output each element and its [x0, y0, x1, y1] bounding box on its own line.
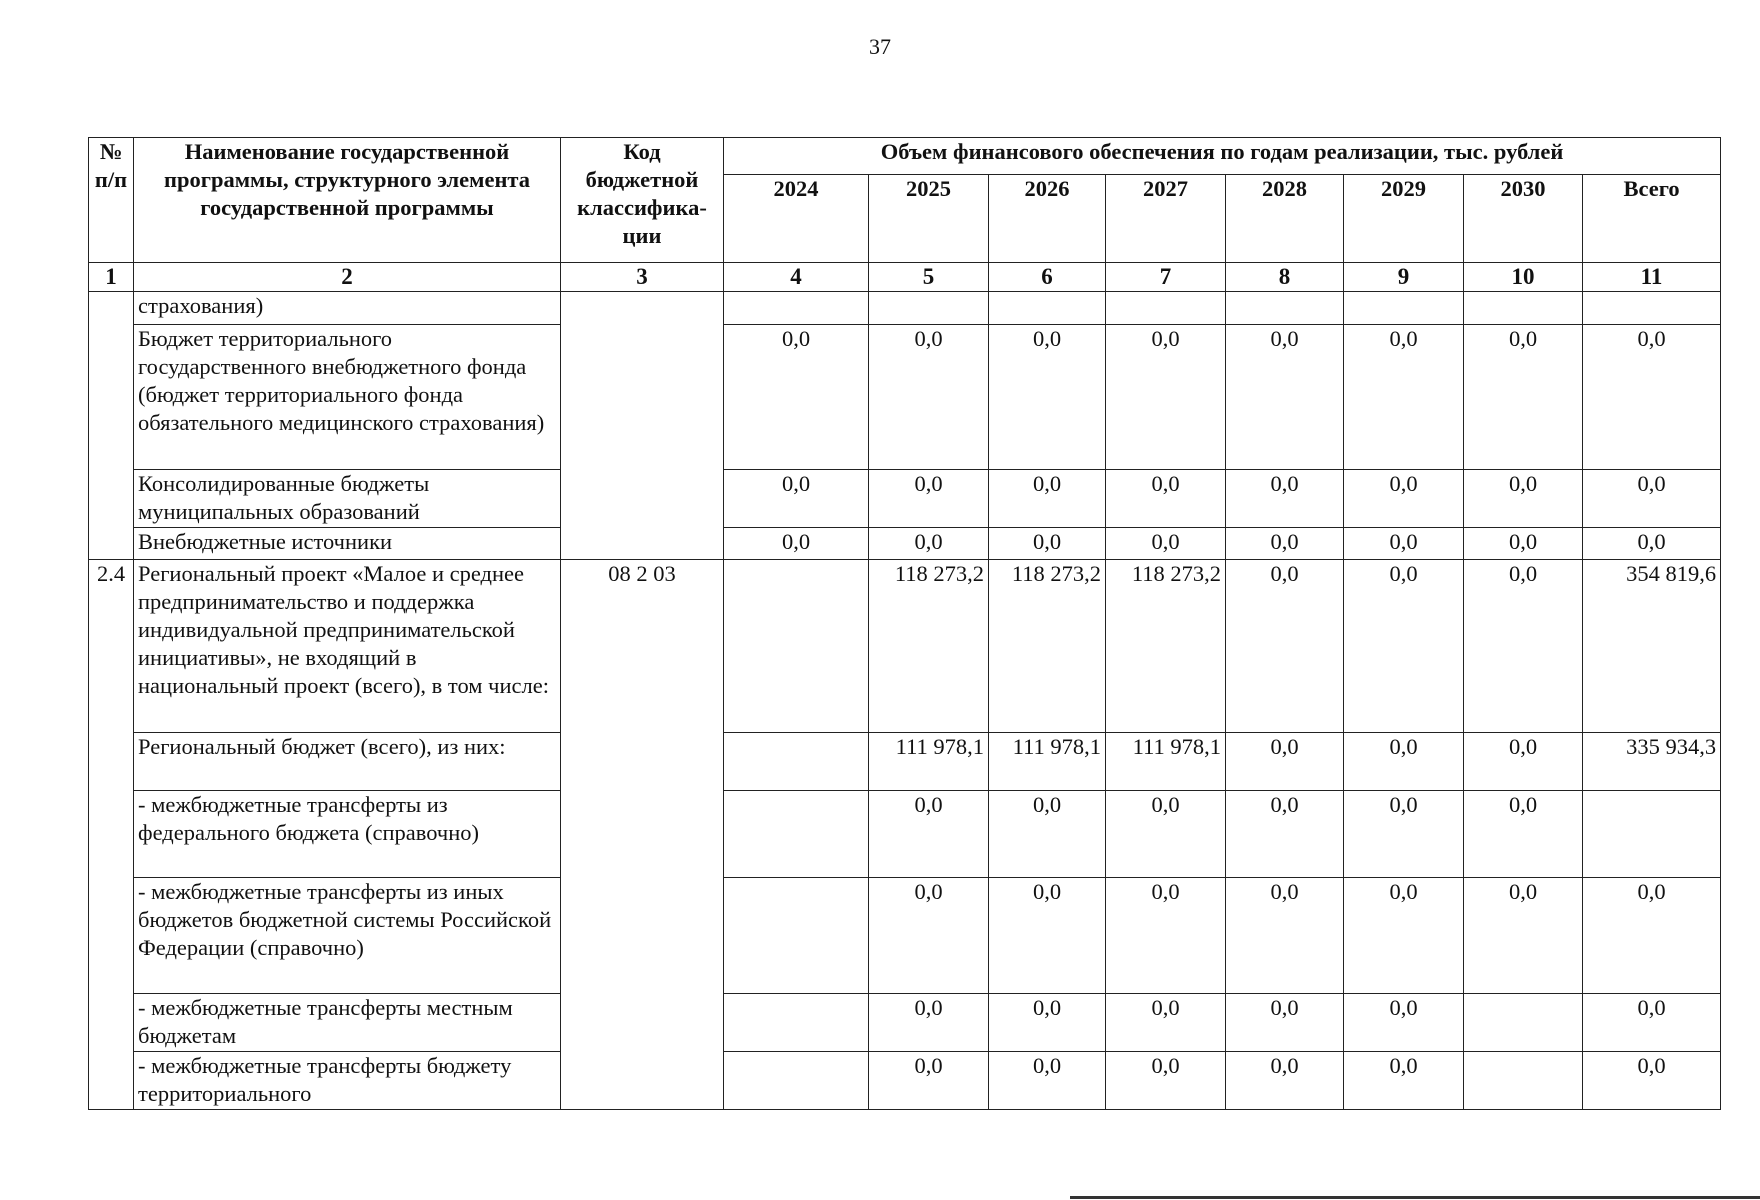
value-cell — [1106, 292, 1226, 325]
value-cell: 0,0 — [1106, 994, 1226, 1052]
total-cell: 0,0 — [1583, 470, 1721, 528]
total-cell: 0,0 — [1583, 1052, 1721, 1110]
value-cell: 0,0 — [724, 325, 869, 470]
column-index: 11 — [1583, 263, 1721, 292]
value-cell — [724, 1052, 869, 1110]
value-cell: 111 978,1 — [989, 733, 1106, 791]
value-cell: 0,0 — [1226, 470, 1344, 528]
value-cell — [869, 292, 989, 325]
total-cell: 0,0 — [1583, 878, 1721, 994]
table-row — [89, 1052, 1721, 1110]
value-cell — [1344, 292, 1464, 325]
value-cell: 0,0 — [1344, 1052, 1464, 1110]
column-index: 7 — [1106, 263, 1226, 292]
total-cell: 0,0 — [1583, 325, 1721, 470]
value-cell — [724, 733, 869, 791]
value-cell: 0,0 — [1464, 560, 1583, 733]
total-cell: 335 934,3 — [1583, 733, 1721, 791]
value-cell: 0,0 — [1106, 1052, 1226, 1110]
column-index: 10 — [1464, 263, 1583, 292]
value-cell: 0,0 — [1344, 325, 1464, 470]
financing-table — [88, 137, 1721, 1110]
row-number-cell — [89, 292, 134, 560]
value-cell: 0,0 — [989, 878, 1106, 994]
value-cell — [724, 878, 869, 994]
value-cell: 0,0 — [1344, 791, 1464, 878]
value-cell: 0,0 — [1464, 528, 1583, 560]
value-cell — [724, 994, 869, 1052]
table-row — [89, 560, 1721, 733]
row-name: Консолидированные бюджеты муниципальных образований — [134, 470, 561, 528]
page-number: 37 — [869, 34, 891, 59]
row-name: страхования) — [134, 292, 561, 325]
table-row — [89, 528, 1721, 560]
value-cell: 118 273,2 — [869, 560, 989, 733]
table-row — [89, 878, 1721, 994]
year-header: 2027 — [1106, 175, 1226, 263]
value-cell: 0,0 — [1344, 994, 1464, 1052]
column-index: 6 — [989, 263, 1106, 292]
row-name: - межбюджетные трансферты из федерального бюджета (справочно) — [134, 791, 561, 878]
column-index-row — [89, 263, 1721, 292]
value-cell: 0,0 — [1226, 528, 1344, 560]
value-cell: 0,0 — [869, 470, 989, 528]
year-header: 2025 — [869, 175, 989, 263]
col-code-header: Код бюджетной классифика-ции — [561, 138, 724, 263]
value-cell: 0,0 — [1464, 878, 1583, 994]
col-name-header: Наименование государственной программы, структурного элемента государственной программы — [134, 138, 561, 263]
bottom-rule — [1070, 1196, 1760, 1199]
value-cell: 0,0 — [989, 470, 1106, 528]
column-index: 4 — [724, 263, 869, 292]
value-cell — [1464, 292, 1583, 325]
value-cell: 0,0 — [869, 528, 989, 560]
table-row — [89, 325, 1721, 470]
value-cell: 111 978,1 — [869, 733, 989, 791]
value-cell: 0,0 — [1226, 560, 1344, 733]
total-cell: 354 819,6 — [1583, 560, 1721, 733]
value-cell: 118 273,2 — [1106, 560, 1226, 733]
value-cell: 0,0 — [869, 1052, 989, 1110]
value-cell: 0,0 — [869, 994, 989, 1052]
row-name: Региональный бюджет (всего), из них: — [134, 733, 561, 791]
value-cell: 0,0 — [1464, 791, 1583, 878]
budget-code-cell — [561, 292, 724, 560]
value-cell: 0,0 — [989, 528, 1106, 560]
table-row — [89, 470, 1721, 528]
value-cell: 0,0 — [989, 1052, 1106, 1110]
table-row — [89, 733, 1721, 791]
value-cell — [989, 292, 1106, 325]
column-index: 5 — [869, 263, 989, 292]
row-name: Бюджет территориального государственного внебюджетного фонда (бюджет территориального фонда обязательного медицинского страхования) — [134, 325, 561, 470]
value-cell: 0,0 — [1226, 994, 1344, 1052]
row-name: Региональный проект «Малое и среднее предпринимательство и поддержка индивидуальной предпринимательской инициативы», не входящий в национальный проект (всего), в том числе: — [134, 560, 561, 733]
column-index: 8 — [1226, 263, 1344, 292]
year-header: 2030 — [1464, 175, 1583, 263]
value-cell: 0,0 — [1344, 878, 1464, 994]
value-cell: 0,0 — [1106, 791, 1226, 878]
year-header: 2028 — [1226, 175, 1344, 263]
value-cell: 0,0 — [1226, 878, 1344, 994]
total-cell — [1583, 791, 1721, 878]
year-header: 2029 — [1344, 175, 1464, 263]
col-num-header: № п/п — [89, 138, 134, 263]
budget-code-cell: 08 2 03 — [561, 560, 724, 1110]
column-index: 2 — [134, 263, 561, 292]
value-cell: 0,0 — [1344, 470, 1464, 528]
total-cell: 0,0 — [1583, 528, 1721, 560]
total-cell: 0,0 — [1583, 994, 1721, 1052]
row-name: - межбюджетные трансферты из иных бюджетов бюджетной системы Российской Федерации (справочно) — [134, 878, 561, 994]
value-cell: 0,0 — [1226, 325, 1344, 470]
year-header: 2024 — [724, 175, 869, 263]
value-cell — [724, 560, 869, 733]
value-cell: 0,0 — [989, 325, 1106, 470]
col-volume-header: Объем финансового обеспечения по годам реализации, тыс. рублей — [724, 138, 1721, 175]
row-name: - межбюджетные трансферты местным бюджетам — [134, 994, 561, 1052]
row-number-cell: 2.4 — [89, 560, 134, 1110]
year-header: 2026 — [989, 175, 1106, 263]
value-cell: 0,0 — [1226, 733, 1344, 791]
row-name: Внебюджетные источники — [134, 528, 561, 560]
value-cell: 0,0 — [989, 994, 1106, 1052]
value-cell — [1464, 994, 1583, 1052]
total-cell — [1583, 292, 1721, 325]
value-cell: 0,0 — [1106, 470, 1226, 528]
value-cell: 0,0 — [1226, 1052, 1344, 1110]
total-header: Всего — [1583, 175, 1721, 263]
value-cell: 0,0 — [869, 325, 989, 470]
header-row — [89, 138, 1721, 175]
value-cell: 0,0 — [1106, 878, 1226, 994]
value-cell: 0,0 — [1344, 733, 1464, 791]
value-cell: 0,0 — [869, 878, 989, 994]
table-row — [89, 994, 1721, 1052]
value-cell: 0,0 — [869, 791, 989, 878]
table-row — [89, 292, 1721, 325]
value-cell: 0,0 — [1464, 733, 1583, 791]
value-cell — [1226, 292, 1344, 325]
value-cell: 0,0 — [989, 791, 1106, 878]
value-cell: 118 273,2 — [989, 560, 1106, 733]
table-row — [89, 791, 1721, 878]
value-cell: 0,0 — [1344, 560, 1464, 733]
column-index: 1 — [89, 263, 134, 292]
value-cell: 0,0 — [1464, 470, 1583, 528]
value-cell: 0,0 — [724, 528, 869, 560]
value-cell: 0,0 — [1106, 528, 1226, 560]
column-index: 3 — [561, 263, 724, 292]
value-cell — [724, 292, 869, 325]
value-cell — [1464, 1052, 1583, 1110]
row-name: - межбюджетные трансферты бюджету территориального — [134, 1052, 561, 1110]
value-cell — [724, 791, 869, 878]
value-cell: 0,0 — [1464, 325, 1583, 470]
column-index: 9 — [1344, 263, 1464, 292]
value-cell: 0,0 — [1344, 528, 1464, 560]
value-cell: 111 978,1 — [1106, 733, 1226, 791]
value-cell: 0,0 — [724, 470, 869, 528]
value-cell: 0,0 — [1226, 791, 1344, 878]
value-cell: 0,0 — [1106, 325, 1226, 470]
